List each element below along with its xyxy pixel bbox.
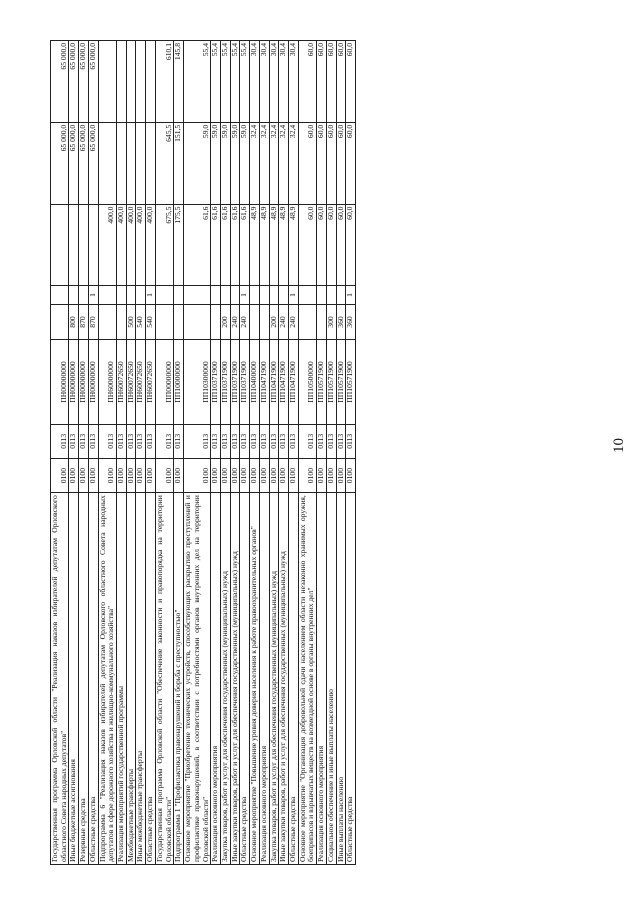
row-value-3: 60,0: [298, 41, 316, 123]
row-value-2: 32,4: [288, 122, 298, 204]
row-value-2: 65 000,0: [69, 122, 79, 204]
row-subsection-code: 0113: [174, 424, 184, 458]
row-target-article: ПП10471900: [288, 340, 298, 424]
row-target-article: ПП10371900: [230, 340, 240, 424]
row-section-code: 0100: [298, 458, 316, 492]
row-name: Реализация основного мероприятия: [211, 493, 221, 865]
row-value-3: 30,4: [279, 41, 289, 123]
row-target-article: ПН60072650: [136, 340, 146, 424]
row-target-article: ПН00000000: [51, 340, 69, 424]
row-name: Межбюджетные трансферты: [126, 493, 136, 865]
table-row: [211, 41, 221, 865]
row-value-1: 400,0: [146, 204, 156, 286]
row-value-3: 30,4: [269, 41, 279, 123]
row-section-code: 0100: [326, 458, 336, 492]
row-value-1: 48,9: [279, 204, 289, 286]
table-row: [155, 41, 173, 865]
table-row: [126, 41, 136, 865]
row-expense-type: [98, 304, 116, 340]
row-name: Закупка товаров, работ и услуг для обеспечения государственных (муниципальных) нужд: [269, 493, 279, 865]
row-value-2: 65 000,0: [79, 122, 89, 204]
row-expense-type: [317, 304, 327, 340]
row-section-code: 0100: [79, 458, 89, 492]
row-subsection-code: 0113: [220, 424, 230, 458]
row-expense-type: 360: [346, 304, 356, 340]
row-value-3: [146, 41, 156, 123]
row-expense-type: [211, 304, 221, 340]
table-row: [136, 41, 146, 865]
row-target-article: ПП10300000: [184, 340, 211, 424]
row-name: Подпрограмма 6 "Реализация наказов избирателей депутатам Орловского областного Совета народных депутатов в сфере дорожного хозяйства и жилищно-коммунального хозяйства": [98, 493, 116, 865]
row-extra-code: [98, 286, 116, 304]
row-extra-code: [184, 286, 211, 304]
table-row: [346, 41, 356, 865]
table-row: [98, 41, 116, 865]
row-name: Областные средства: [288, 493, 298, 865]
row-section-code: 0100: [317, 458, 327, 492]
row-value-1: 400,0: [117, 204, 127, 286]
row-value-3: 30,4: [288, 41, 298, 123]
row-section-code: 0100: [240, 458, 250, 492]
row-name: Областные средства: [240, 493, 250, 865]
row-value-2: [117, 122, 127, 204]
row-subsection-code: 0113: [230, 424, 240, 458]
row-section-code: 0100: [336, 458, 346, 492]
row-value-1: [88, 204, 98, 286]
row-subsection-code: 0113: [136, 424, 146, 458]
row-section-code: 0100: [136, 458, 146, 492]
row-value-2: 645,5: [155, 122, 173, 204]
row-subsection-code: 0113: [69, 424, 79, 458]
row-name: Областные средства: [146, 493, 156, 865]
row-value-2: 60,0: [326, 122, 336, 204]
row-value-1: 675,5: [155, 204, 173, 286]
row-extra-code: 1: [288, 286, 298, 304]
row-value-3: 65 000,0: [88, 41, 98, 123]
row-value-1: 60,0: [298, 204, 316, 286]
row-value-1: [69, 204, 79, 286]
row-value-1: 175,5: [174, 204, 184, 286]
row-value-2: 60,0: [336, 122, 346, 204]
row-subsection-code: 0113: [184, 424, 211, 458]
row-expense-type: 870: [79, 304, 89, 340]
row-section-code: 0100: [88, 458, 98, 492]
row-name: Иные закупки товаров, работ и услуг для обеспечения государственных (муниципальных) нужд: [279, 493, 289, 865]
row-value-2: 32,4: [269, 122, 279, 204]
row-value-3: 60,0: [326, 41, 336, 123]
table-row: [326, 41, 336, 865]
row-target-article: ПП10571900: [317, 340, 327, 424]
row-value-2: 60,0: [298, 122, 316, 204]
row-extra-code: [298, 286, 316, 304]
row-expense-type: [117, 304, 127, 340]
row-extra-code: [51, 286, 69, 304]
row-value-1: 400,0: [98, 204, 116, 286]
row-value-3: [117, 41, 127, 123]
row-section-code: 0100: [269, 458, 279, 492]
row-value-2: 59,0: [230, 122, 240, 204]
row-value-3: 30,4: [259, 41, 269, 123]
table-row: [259, 41, 269, 865]
row-subsection-code: 0113: [259, 424, 269, 458]
row-value-1: 61,6: [184, 204, 211, 286]
row-expense-type: 300: [326, 304, 336, 340]
row-value-2: 59,0: [240, 122, 250, 204]
row-subsection-code: 0113: [298, 424, 316, 458]
row-section-code: 0100: [288, 458, 298, 492]
row-expense-type: [174, 304, 184, 340]
row-value-2: [126, 122, 136, 204]
row-subsection-code: 0113: [51, 424, 69, 458]
row-section-code: 0100: [230, 458, 240, 492]
row-section-code: 0100: [259, 458, 269, 492]
row-subsection-code: 0113: [346, 424, 356, 458]
row-name: Государственная программа Орловской области "Реализация наказов избирателей депутатам Орловского областного Совета народных депутатов": [51, 493, 69, 865]
row-extra-code: 1: [146, 286, 156, 304]
row-expense-type: 500: [126, 304, 136, 340]
row-value-3: 55,4: [220, 41, 230, 123]
row-subsection-code: 0113: [317, 424, 327, 458]
row-value-1: 60,0: [317, 204, 327, 286]
row-target-article: ПП10571900: [336, 340, 346, 424]
row-section-code: 0100: [126, 458, 136, 492]
row-value-3: 55,4: [230, 41, 240, 123]
row-target-article: ПП10400000: [250, 340, 260, 424]
row-value-1: 61,6: [220, 204, 230, 286]
row-value-1: 60,0: [336, 204, 346, 286]
row-value-2: 59,0: [220, 122, 230, 204]
row-section-code: 0100: [346, 458, 356, 492]
row-value-2: 59,0: [211, 122, 221, 204]
row-subsection-code: 0113: [326, 424, 336, 458]
row-extra-code: [250, 286, 260, 304]
row-section-code: 0100: [117, 458, 127, 492]
row-subsection-code: 0113: [88, 424, 98, 458]
row-section-code: 0100: [220, 458, 230, 492]
row-value-2: [98, 122, 116, 204]
row-extra-code: [279, 286, 289, 304]
row-expense-type: [51, 304, 69, 340]
row-expense-type: [259, 304, 269, 340]
row-value-1: 400,0: [136, 204, 146, 286]
row-value-1: 400,0: [126, 204, 136, 286]
row-value-3: 610,1: [155, 41, 173, 123]
row-subsection-code: 0113: [79, 424, 89, 458]
row-subsection-code: 0113: [211, 424, 221, 458]
row-target-article: ПП10471900: [279, 340, 289, 424]
row-value-2: [146, 122, 156, 204]
row-extra-code: [317, 286, 327, 304]
row-subsection-code: 0113: [126, 424, 136, 458]
row-name: Резервные средства: [79, 493, 89, 865]
row-target-article: ПП10371900: [220, 340, 230, 424]
row-extra-code: [126, 286, 136, 304]
row-extra-code: [174, 286, 184, 304]
row-section-code: 0100: [211, 458, 221, 492]
row-value-2: 60,0: [346, 122, 356, 204]
row-extra-code: [211, 286, 221, 304]
row-expense-type: 540: [136, 304, 146, 340]
row-value-3: 55,4: [240, 41, 250, 123]
table-row: [146, 41, 156, 865]
row-name: Подпрограмма 1 "Профилактика правонарушений и борьба с преступностью": [174, 493, 184, 865]
row-extra-code: [117, 286, 127, 304]
row-extra-code: [69, 286, 79, 304]
row-name: Областные средства: [346, 493, 356, 865]
row-value-2: 151,5: [174, 122, 184, 204]
row-value-2: 65 000,0: [51, 122, 69, 204]
row-name: Основное мероприятие "Организация добровольной сдачи населением области незаконно хранимых оружия, боеприпасов и взрывчатых веществ на возмездной основе в органы внутренних дел": [298, 493, 316, 865]
row-value-1: 61,6: [240, 204, 250, 286]
row-extra-code: [326, 286, 336, 304]
row-value-2: 32,4: [250, 122, 260, 204]
row-subsection-code: 0113: [240, 424, 250, 458]
table-row: [69, 41, 79, 865]
row-value-3: 55,4: [184, 41, 211, 123]
row-value-2: 59,0: [184, 122, 211, 204]
row-subsection-code: 0113: [155, 424, 173, 458]
row-value-3: [136, 41, 146, 123]
row-value-1: 61,6: [211, 204, 221, 286]
row-value-1: 61,6: [230, 204, 240, 286]
table-row: [184, 41, 211, 865]
table-row: [317, 41, 327, 865]
row-target-article: ПП10371900: [211, 340, 221, 424]
row-name: Основное мероприятие "Приобретение технических устройств, способствующих раскрытию преступлений и профилактике правонарушений, в соответствии с потребностями органов внутренних дел на территории Орловской области": [184, 493, 211, 865]
row-target-article: ПН00000000: [69, 340, 79, 424]
row-expense-type: [250, 304, 260, 340]
row-value-3: 60,0: [346, 41, 356, 123]
row-expense-type: 360: [336, 304, 346, 340]
row-value-1: 48,9: [269, 204, 279, 286]
row-value-1: 60,0: [326, 204, 336, 286]
row-subsection-code: 0113: [117, 424, 127, 458]
row-target-article: ПН60072650: [146, 340, 156, 424]
row-section-code: 0100: [184, 458, 211, 492]
row-value-1: 48,9: [288, 204, 298, 286]
row-name: Государственная программа Орловской области "Обеспечение законности и правопорядка на территории Орловской области": [155, 493, 173, 865]
row-name: Закупка товаров, работ и услуг для обеспечения государственных (муниципальных) нужд: [220, 493, 230, 865]
row-extra-code: [155, 286, 173, 304]
row-extra-code: 1: [88, 286, 98, 304]
table-row: [279, 41, 289, 865]
row-target-article: ПП10471900: [259, 340, 269, 424]
row-target-article: ПН60000000: [98, 340, 116, 424]
table-row: [250, 41, 260, 865]
row-expense-type: 800: [69, 304, 79, 340]
row-section-code: 0100: [69, 458, 79, 492]
row-value-2: 65 000,0: [88, 122, 98, 204]
row-expense-type: 240: [240, 304, 250, 340]
row-expense-type: 240: [230, 304, 240, 340]
row-section-code: 0100: [146, 458, 156, 492]
row-subsection-code: 0113: [146, 424, 156, 458]
row-subsection-code: 0113: [336, 424, 346, 458]
row-name: Иные бюджетные ассигнования: [69, 493, 79, 865]
row-extra-code: [259, 286, 269, 304]
row-value-3: 65 000,0: [69, 41, 79, 123]
row-value-1: 48,9: [250, 204, 260, 286]
row-target-article: ПП10571900: [346, 340, 356, 424]
row-target-article: ПП00000000: [155, 340, 173, 424]
row-value-1: [79, 204, 89, 286]
row-name: Социальное обеспечение и иные выплаты населению: [326, 493, 336, 865]
row-name: Основное мероприятие "Повышение уровня доверия населения к работе правоохранительных органов": [250, 493, 260, 865]
table-row: [88, 41, 98, 865]
row-subsection-code: 0113: [279, 424, 289, 458]
row-section-code: 0100: [98, 458, 116, 492]
row-expense-type: 200: [220, 304, 230, 340]
table-row: [117, 41, 127, 865]
row-value-3: 55,4: [211, 41, 221, 123]
row-extra-code: 1: [346, 286, 356, 304]
row-value-1: 60,0: [346, 204, 356, 286]
row-name: Иные выплаты населению: [336, 493, 346, 865]
row-expense-type: 870: [88, 304, 98, 340]
row-value-1: 48,9: [259, 204, 269, 286]
row-target-article: ПП10000000: [174, 340, 184, 424]
row-subsection-code: 0113: [269, 424, 279, 458]
table-row: [288, 41, 298, 865]
row-name: Областные средства: [88, 493, 98, 865]
row-expense-type: [184, 304, 211, 340]
row-value-2: 32,4: [259, 122, 269, 204]
row-expense-type: 240: [288, 304, 298, 340]
row-expense-type: 240: [279, 304, 289, 340]
table-row: [298, 41, 316, 865]
row-target-article: ПП10571900: [326, 340, 336, 424]
row-section-code: 0100: [155, 458, 173, 492]
row-target-article: ПН60072650: [117, 340, 127, 424]
row-value-3: 30,4: [250, 41, 260, 123]
table-row: [230, 41, 240, 865]
row-name: Реализация мероприятий государственной программы: [117, 493, 127, 865]
row-extra-code: [79, 286, 89, 304]
row-expense-type: [155, 304, 173, 340]
row-subsection-code: 0113: [98, 424, 116, 458]
row-target-article: ПН00000000: [79, 340, 89, 424]
row-value-3: 60,0: [336, 41, 346, 123]
table-row: [336, 41, 346, 865]
row-expense-type: 200: [269, 304, 279, 340]
row-value-2: [136, 122, 146, 204]
row-extra-code: [220, 286, 230, 304]
page-number: 10: [611, 438, 627, 453]
row-value-3: [98, 41, 116, 123]
budget-table-container: [50, 40, 605, 865]
row-section-code: 0100: [174, 458, 184, 492]
row-target-article: ПН00000000: [88, 340, 98, 424]
row-value-2: 32,4: [279, 122, 289, 204]
budget-table: [50, 40, 356, 865]
row-value-3: 145,8: [174, 41, 184, 123]
row-subsection-code: 0113: [288, 424, 298, 458]
row-expense-type: [298, 304, 316, 340]
table-row: [220, 41, 230, 865]
row-section-code: 0100: [279, 458, 289, 492]
row-extra-code: [269, 286, 279, 304]
row-section-code: 0100: [51, 458, 69, 492]
row-section-code: 0100: [250, 458, 260, 492]
row-subsection-code: 0113: [250, 424, 260, 458]
row-value-1: [51, 204, 69, 286]
row-target-article: ПП10471900: [269, 340, 279, 424]
row-extra-code: 1: [240, 286, 250, 304]
row-target-article: ПП10371900: [240, 340, 250, 424]
row-name: Иные закупки товаров, работ и услуг для обеспечения государственных (муниципальных) нужд: [230, 493, 240, 865]
row-value-3: 60,0: [317, 41, 327, 123]
row-expense-type: 540: [146, 304, 156, 340]
table-row: [51, 41, 69, 865]
row-value-3: [126, 41, 136, 123]
row-value-3: 65 000,0: [79, 41, 89, 123]
row-value-2: 60,0: [317, 122, 327, 204]
row-name: Иные межбюджетные трансферты: [136, 493, 146, 865]
row-name: Реализация основного мероприятия: [259, 493, 269, 865]
row-value-3: 65 000,0: [51, 41, 69, 123]
row-name: Реализация основного мероприятия: [317, 493, 327, 865]
table-row: [79, 41, 89, 865]
row-target-article: ПП10500000: [298, 340, 316, 424]
row-target-article: ПН60072650: [126, 340, 136, 424]
